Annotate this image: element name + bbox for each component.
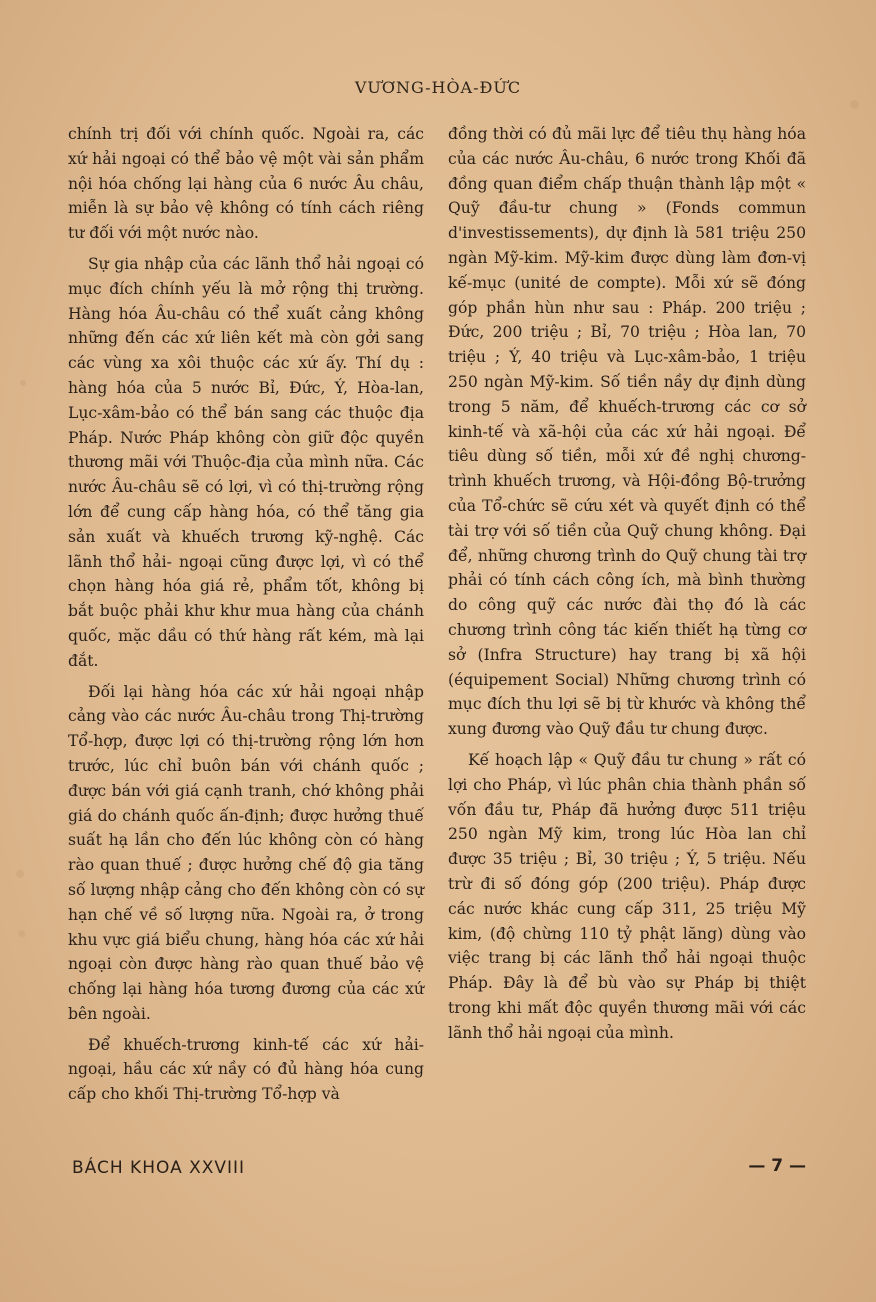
running-header: VƯƠNG-HÒA-ĐỨC bbox=[354, 78, 522, 97]
left-paragraph-4: Để khuếch-trương kinh-tế các xứ hải-ngoại, hầu các xứ nầy có đủ hàng hóa cung cấp cho khối Thị-trường Tổ-hợp và bbox=[68, 1035, 424, 1104]
page-number: — 7 — bbox=[748, 1156, 806, 1176]
right-paragraph-2: Kế hoạch lập « Quỹ đầu tư chung » rất có lợi cho Pháp, vì lúc phân chia thành phần số vốn đầu tư, Pháp đã hưởng được 511 triệu 250 ngàn Mỹ kim, trong lúc Hòa lan chỉ được 35 triệu ; Bỉ, 30 triệu ; Ý, 5 triệu. Nếu trừ đi số đóng góp (200 triệu). Pháp được các nước khác cung cấp 311, 25 triệu Mỹ kim, (độ chừng 110 tỷ phật lăng) dùng vào việc trang bị các lãnh thổ hải ngoại thuộc Pháp. Đây là để bù vào sự Pháp bị thiệt trong khi mất độc quyền thương mãi với các lãnh thổ hải ngoại của mình. bbox=[448, 750, 806, 1042]
left-paragraph-1: chính trị đối với chính quốc. Ngoài ra, các xứ hải ngoại có thể bảo vệ một vài sản phẩm nội hóa chống lại hàng của 6 nước Âu châu, miễn là sự bảo vệ không có tính cách riêng tư đối với một nước nào. bbox=[68, 125, 424, 243]
left-paragraph-2: Sự gia nhập của các lãnh thổ hải ngoại có mục đích chính yếu là mở rộng thị trường. Hàng hóa Âu-châu có thể xuất cảng không những đến các xứ liên kết mà còn gởi sang các vùng xa xôi thuộc các xứ ấy. Thí dụ : hàng hóa của 5 nước Bỉ, Đức, Ý, Hòa-lan, Lục-xâm-bảo có thể bán sang các thuộc địa Pháp. Nước Pháp không còn giữ độc quyền thương mãi với Thuộc-địa của mình nữa. Các nước Âu-châu sẽ có lợi, vì có thị-trường rộng lớn để cung cấp hàng hóa, có thể tăng gia sản xuất và khuếch trương kỹ-nghệ. Các lãnh thổ hải- ngoại cũng được lợi, vì có thể chọn hàng hóa giá rẻ, phẩm tốt, không bị bắt buộc phải khư khư mua hàng của chánh quốc, mặc dầu có thứ hàng rất kém, mà lại đắt. bbox=[68, 254, 424, 670]
magazine-footer: BÁCH KHOA XXVIII bbox=[72, 1158, 246, 1178]
right-paragraph-1: đồng thời có đủ mãi lực để tiêu thụ hàng hóa của các nước Âu-châu, 6 nước trong Khối đã đồng quan điểm chấp thuận thành lập một « Quỹ đầu-tư chung » (Fonds commun d'investissements), dự định là 581 triệu 250 ngàn Mỹ-kim. Mỹ-kim được dùng làm đơn-vị kế-mục (unité de compte). Mỗi xứ sẽ đóng góp phần hùn như sau : Pháp. 200 triệu ; Đức, 200 triệu ; Bỉ, 70 triệu ; Hòa lan, 70 triệu ; Ý, 40 triệu và Lục-xâm-bảo, 1 triệu 250 ngàn Mỹ-kim. Số tiền nầy dự định dùng trong 5 năm, để khuếch-trương các cơ sở kinh-tế và xã-hội của các xứ hải ngoại. Để tiêu dùng số tiền, mỗi xứ đề nghị chương-trình khuếch trương, và Hội-đồng Bộ-trưởng của Tổ-chức sẽ cứu xét và quyết định có thể tài trợ với số tiền của Quỹ chung không. Đại để, những chương trình do Quỹ chung tài trợ phải có tính cách công ích, mà bình thường do công quỹ các nước đài thọ đó là các chương trình công tác kiến thiết hạ từng cơ sở (Infra Structure) hay trang bị xã hội (équipement Social) Những chương trình có mục đích thu lợi sẽ bị từ khước và không thể xung đương vào Quỹ đầu tư chung được. bbox=[448, 125, 806, 739]
left-paragraph-3: Đối lại hàng hóa các xứ hải ngoại nhập cảng vào các nước Âu-châu trong Thị-trường Tổ-hợp, được lợi có thị-trường rộng lớn hơn trước, lúc chỉ buôn bán với chánh quốc ; được bán với giá cạnh tranh, chớ không phải giá do chánh quốc ấn-định; được hưởng thuế suất hạ lần cho đến lúc không còn có hàng rào quan thuế ; được hưởng chế độ gia tăng số lượng nhập cảng cho đến không còn có sự hạn chế về số lượng nữa. Ngoài ra, ở trong khu vực giá biểu chung, hàng hóa các xứ hải ngoại còn được hàng rào quan thuế bảo vệ chống lại hàng hóa tương đương của các xứ bên ngoài. bbox=[68, 682, 424, 1023]
left-column bbox=[68, 122, 424, 1113]
right-column bbox=[448, 122, 806, 1051]
